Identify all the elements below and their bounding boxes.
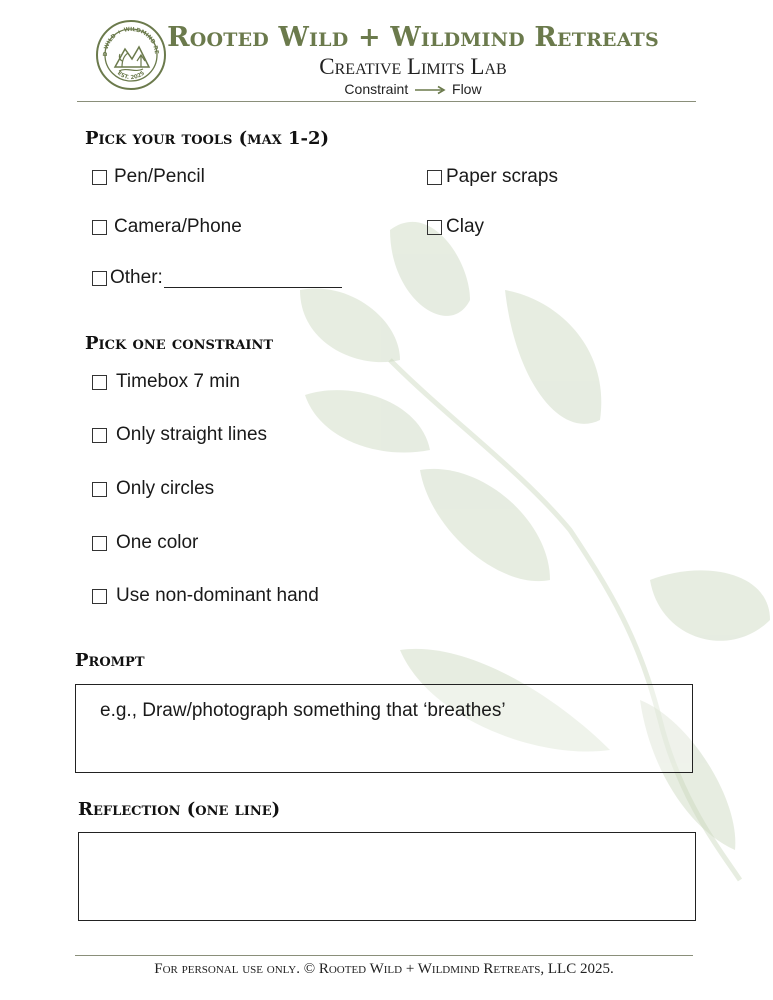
constraint-option[interactable] <box>92 371 240 393</box>
constraint-option-label: Use non-dominant hand <box>116 585 319 606</box>
page-title: Creative Limits Lab <box>319 54 507 79</box>
constraint-option[interactable] <box>92 424 267 446</box>
checkbox[interactable] <box>92 589 107 604</box>
constraint-heading: Pick one constraint <box>85 333 274 354</box>
constraint-option[interactable] <box>92 532 198 554</box>
tool-option[interactable] <box>92 216 242 238</box>
constraint-option-label: Only straight lines <box>116 424 268 445</box>
checkbox[interactable] <box>92 428 107 443</box>
logo-est-text: EST. 2025 <box>116 70 146 82</box>
tool-option[interactable] <box>92 166 205 188</box>
checkbox[interactable] <box>92 170 107 185</box>
constraint-option-label: Timebox 7 min <box>116 371 240 392</box>
constraint-option[interactable] <box>92 585 319 607</box>
tool-option-label: Paper scraps <box>446 166 558 187</box>
reflection-box[interactable] <box>78 832 696 921</box>
brand-title: Rooted Wild + Wildmind Retreats <box>167 22 659 53</box>
checkbox[interactable] <box>427 220 442 235</box>
tagline <box>160 81 757 97</box>
tool-option[interactable] <box>427 166 558 188</box>
arrow-right-icon <box>414 85 446 95</box>
tool-option[interactable] <box>427 216 484 238</box>
other-fill-in-line[interactable] <box>164 269 342 288</box>
logo-ring-text: D WILD + WILDMIND RE <box>102 26 160 57</box>
tools-heading: Pick your tools (max 1-2) <box>85 128 330 149</box>
checkbox[interactable] <box>92 536 107 551</box>
tagline-constraint: Constraint <box>344 81 409 97</box>
checkbox[interactable] <box>427 170 442 185</box>
logo-emblem-icon <box>95 19 167 91</box>
tool-option-other[interactable] <box>92 267 342 289</box>
checkbox[interactable] <box>92 220 107 235</box>
tool-option-label: Clay <box>446 216 485 237</box>
prompt-box[interactable] <box>75 684 693 773</box>
checkbox[interactable] <box>92 482 107 497</box>
prompt-heading: Prompt <box>75 650 145 671</box>
checkbox[interactable] <box>92 271 107 286</box>
tool-option-label: Camera/Phone <box>114 216 242 237</box>
reflection-heading: Reflection (one line) <box>78 799 281 820</box>
header-divider <box>77 101 696 102</box>
prompt-example: e.g., Draw/photograph something that ‘breathes’ <box>100 700 506 721</box>
tagline-flow: Flow <box>452 81 482 97</box>
tool-option-label: Pen/Pencil <box>114 166 205 187</box>
other-label: Other: <box>110 267 163 288</box>
constraint-option[interactable] <box>92 478 214 500</box>
retreat-logo <box>95 19 167 91</box>
constraint-option-label: One color <box>116 532 199 553</box>
constraint-option-label: Only circles <box>116 478 215 499</box>
checkbox[interactable] <box>92 375 107 390</box>
footer-divider <box>75 955 693 956</box>
footer-copyright: For personal use only. © Rooted Wild + Wildmind Retreats, LLC 2025. <box>154 961 614 977</box>
